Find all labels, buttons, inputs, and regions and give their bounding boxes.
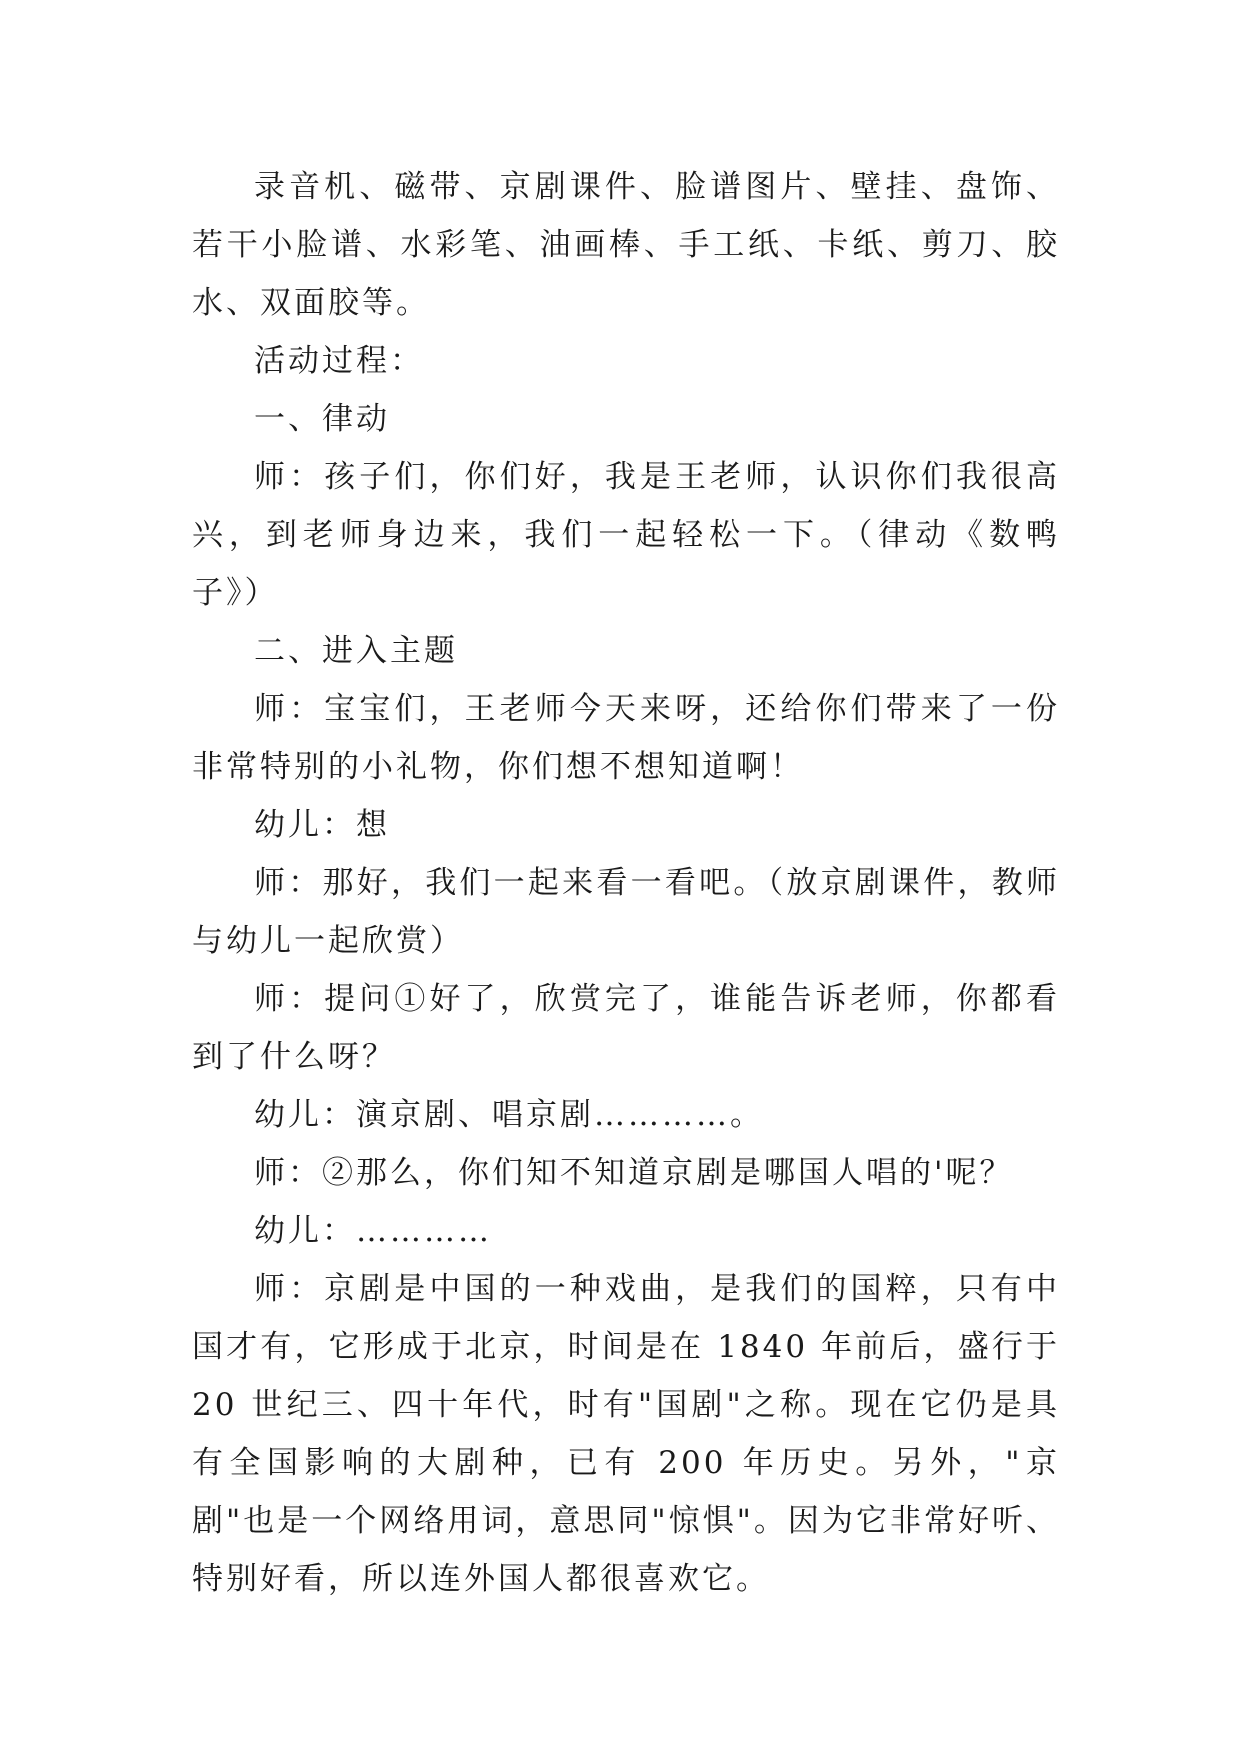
paragraph-section-one: 一、律动: [254, 401, 390, 437]
paragraph-child-answer-3: 幼儿：…………: [254, 1213, 492, 1249]
paragraph-teacher-question-1: 师：提问①好了，欣赏完了，谁能告诉老师，你都看到了什么呀？: [192, 981, 1060, 1075]
paragraph-teacher-greeting: 师：孩子们，你们好，我是王老师，认识你们我很高兴，到老师身边来，我们一起轻松一下。（律动《数鸭子》）: [192, 459, 1060, 611]
paragraph-teacher-watch: 师：那好，我们一起来看一看吧。（放京剧课件，教师与幼儿一起欣赏）: [192, 865, 1060, 959]
paragraph-child-answer-1: 幼儿：想: [254, 807, 390, 843]
paragraph-teacher-explanation: 师：京剧是中国的一种戏曲，是我们的国粹，只有中国才有，它形成于北京，时间是在 1840 年前后，盛行于 20 世纪三、四十年代，时有"国剧"之称。现在它仍是具有全国影响的大剧种，已有 200 年历史。另外，"京剧"也是一个网络用词，意思同"惊惧"。因为它非常好听、特别好看，所以连外国人都很喜欢它。: [192, 1271, 1060, 1597]
paragraph-materials: 录音机、磁带、京剧课件、脸谱图片、壁挂、盘饰、若干小脸谱、水彩笔、油画棒、手工纸、卡纸、剪刀、胶水、双面胶等。: [192, 169, 1060, 321]
paragraph-child-answer-2: 幼儿：演京剧、唱京剧…………。: [254, 1097, 764, 1133]
paragraph-teacher-question-2: 师：②那么，你们知不知道京剧是哪国人唱的'呢？: [254, 1155, 1014, 1191]
paragraph-process-heading: 活动过程：: [254, 343, 424, 379]
document-body: [192, 158, 1060, 1608]
paragraph-teacher-gift: 师：宝宝们，王老师今天来呀，还给你们带来了一份非常特别的小礼物，你们想不想知道啊！: [192, 691, 1060, 785]
paragraph-section-two: 二、进入主题: [254, 633, 458, 669]
